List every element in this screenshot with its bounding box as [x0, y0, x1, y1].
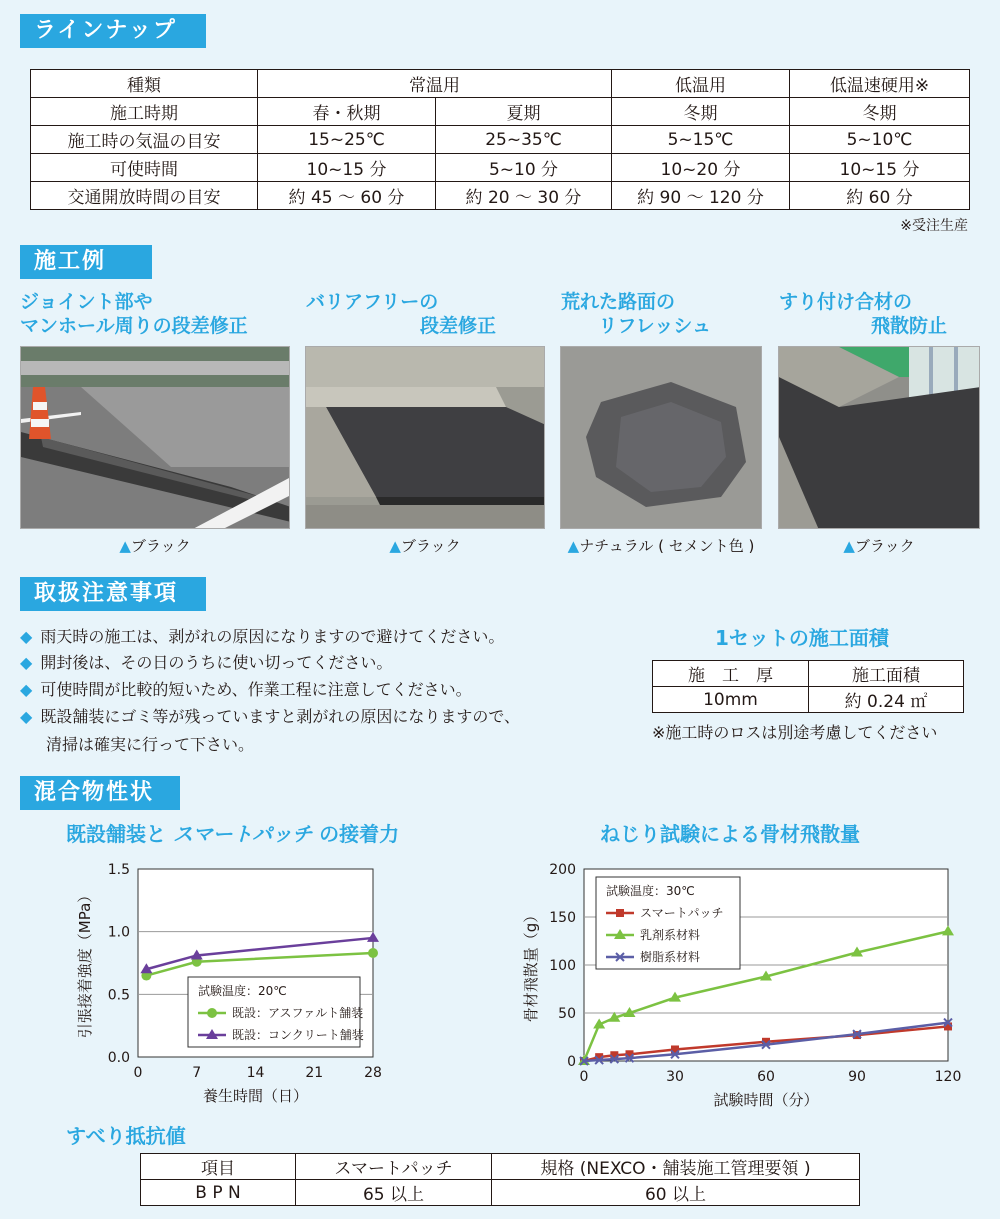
table-cell: 低温用: [612, 70, 790, 98]
diamond-icon: ◆: [20, 653, 33, 672]
table-cell: 冬期: [790, 98, 970, 126]
y-tick-label: 100: [549, 958, 576, 974]
table-cell: 5~10℃: [790, 126, 970, 154]
table-cell: 施工時期: [31, 98, 258, 126]
scatter-chart: [510, 855, 970, 1120]
diamond-icon: ◆: [20, 680, 33, 699]
road-refresh-photo: [560, 346, 762, 529]
caution-item: ◆ 雨天時の施工は、剥がれの原因になりますので避けてください。: [20, 627, 505, 646]
table-cell: 低温速硬用※: [790, 70, 970, 98]
x-tick-label: 28: [364, 1065, 382, 1081]
example-title: ジョイント部や マンホール周りの段差修正: [20, 291, 248, 337]
caution-item: ◆ 既設舗装にゴミ等が残っていますと剥がれの原因になりますので、: [20, 707, 520, 726]
diamond-icon: ◆: [20, 707, 33, 726]
table-cell: 規格 (NEXCO・舗装施工管理要領 ): [492, 1154, 860, 1180]
table-cell: 項目: [141, 1154, 296, 1180]
legend-entry: スマートパッチ: [640, 906, 724, 920]
table-cell: 種類: [31, 70, 258, 98]
x-tick-label: 21: [305, 1065, 324, 1081]
area-table: [652, 660, 964, 713]
area-title: 1セットの施工面積: [715, 626, 889, 650]
legend-entry: 既設：コンクリート舗装: [232, 1028, 364, 1042]
table-cell: 約 45 ～ 60 分: [258, 182, 436, 210]
y-axis-label: 骨材飛散量（g）: [522, 907, 540, 1023]
legend-entry: 既設：アスファルト舗装: [232, 1006, 364, 1020]
table-cell: 夏期: [436, 98, 612, 126]
x-tick-label: 14: [246, 1065, 265, 1081]
slip-table: [140, 1153, 860, 1206]
table-cell: 15~25℃: [258, 126, 436, 154]
cautions-heading: 取扱注意事項: [20, 577, 206, 611]
y-tick-label: 0.0: [107, 1050, 130, 1066]
x-tick-label: 120: [934, 1069, 962, 1085]
scatter-prevention-photo: [778, 346, 980, 529]
properties-heading: 混合物性状: [20, 776, 180, 810]
legend-title: 試験温度：20℃: [198, 984, 287, 998]
data-point: [368, 948, 378, 958]
triangle-icon: ▲: [567, 537, 580, 555]
table-row: [653, 661, 964, 687]
triangle-icon: ▲: [119, 537, 131, 555]
x-tick-label: 0: [133, 1065, 143, 1081]
y-tick-label: 150: [549, 910, 576, 926]
example-label: ▲ブラック: [843, 537, 915, 555]
y-tick-label: 200: [549, 862, 576, 878]
table-row: [31, 154, 970, 182]
table-cell: 65 以上: [296, 1180, 492, 1206]
table-row: [141, 1180, 860, 1206]
x-tick-label: 60: [757, 1069, 775, 1085]
table-row: [31, 182, 970, 210]
road-joint-photo: [20, 346, 290, 529]
chart1-title: 既設舗装と スマートパッチ の接着力: [66, 822, 400, 846]
x-axis-label: 試験時間（分）: [713, 1091, 819, 1109]
table-cell: 5~15℃: [612, 126, 790, 154]
data-point: [616, 909, 624, 917]
examples-heading: 施工例: [20, 245, 152, 279]
chart2-title: ねじり試験による骨材飛散量: [600, 822, 860, 846]
triangle-icon: ▲: [389, 537, 401, 555]
y-tick-label: 1.5: [107, 862, 130, 878]
legend-entry: 樹脂系材料: [640, 950, 701, 964]
triangle-icon: ▲: [843, 537, 855, 555]
slip-title: すべり抵抗値: [66, 1124, 186, 1148]
table-row: [141, 1154, 860, 1180]
example-title: 荒れた路面の リフレッシュ: [561, 291, 711, 337]
lineup-table: [30, 69, 970, 210]
y-axis-label: 引張接着強度（MPa）: [76, 887, 94, 1039]
table-cell: 10~15 分: [790, 154, 970, 182]
barrier-free-photo: [305, 346, 545, 529]
legend-title: 試験温度：30℃: [606, 884, 695, 898]
x-tick-label: 90: [848, 1069, 866, 1085]
caution-item: ◆ 開封後は、その日のうちに使い切ってください。: [20, 653, 393, 672]
diamond-icon: ◆: [20, 627, 33, 646]
x-tick-label: 7: [192, 1065, 202, 1081]
y-tick-label: 0.5: [107, 987, 130, 1004]
table-cell: 約 0.24 ㎡: [809, 687, 964, 713]
table-cell: 常温用: [258, 70, 612, 98]
table-row: [31, 98, 970, 126]
example-title: すり付け合材の 飛散防止: [779, 291, 947, 337]
table-cell: 10mm: [653, 687, 809, 713]
table-row: [31, 70, 970, 98]
table-cell: 施工時の気温の目安: [31, 126, 258, 154]
example-title: バリアフリーの 段差修正: [306, 291, 496, 337]
example-label: ▲ブラック: [119, 537, 191, 555]
table-row: [653, 687, 964, 713]
table-cell: 交通開放時間の目安: [31, 182, 258, 210]
table-cell: 10~20 分: [612, 154, 790, 182]
table-cell: 約 90 ～ 120 分: [612, 182, 790, 210]
lineup-heading: ラインナップ: [20, 14, 206, 48]
legend-entry: 乳剤系材料: [640, 928, 701, 942]
table-cell: 施工面積: [809, 661, 964, 687]
table-cell: 施 工 厚: [653, 661, 809, 687]
table-cell: 25~35℃: [436, 126, 612, 154]
table-cell: スマートパッチ: [296, 1154, 492, 1180]
table-cell: 5~10 分: [436, 154, 612, 182]
table-cell: 10~15 分: [258, 154, 436, 182]
table-cell: 春・秋期: [258, 98, 436, 126]
caution-item: ◆ 可使時間が比較的短いため、作業工程に注意してください。: [20, 680, 472, 699]
data-point: [207, 1008, 217, 1018]
example-label: ▲ナチュラル ( セメント色 ): [567, 537, 755, 555]
lineup-footnote: ※受注生産: [900, 218, 968, 234]
y-tick-label: 50: [558, 1006, 576, 1022]
example-label: ▲ブラック: [389, 537, 461, 555]
adhesion-chart: [70, 855, 410, 1120]
table-cell: 可使時間: [31, 154, 258, 182]
x-tick-label: 30: [666, 1069, 684, 1085]
table-cell: 約 20 ～ 30 分: [436, 182, 612, 210]
table-row: [31, 126, 970, 154]
x-axis-label: 養生時間（日）: [202, 1087, 309, 1105]
y-tick-label: 0: [567, 1054, 576, 1070]
x-tick-label: 0: [579, 1069, 589, 1085]
caution-item: 清掃は確実に行って下さい。: [46, 735, 255, 754]
y-tick-label: 1.0: [107, 924, 130, 941]
area-note: ※施工時のロスは別途考慮してください: [652, 723, 938, 742]
table-cell: 60 以上: [492, 1180, 860, 1206]
table-cell: B P N: [141, 1180, 296, 1206]
table-cell: 冬期: [612, 98, 790, 126]
table-cell: 約 60 分: [790, 182, 970, 210]
